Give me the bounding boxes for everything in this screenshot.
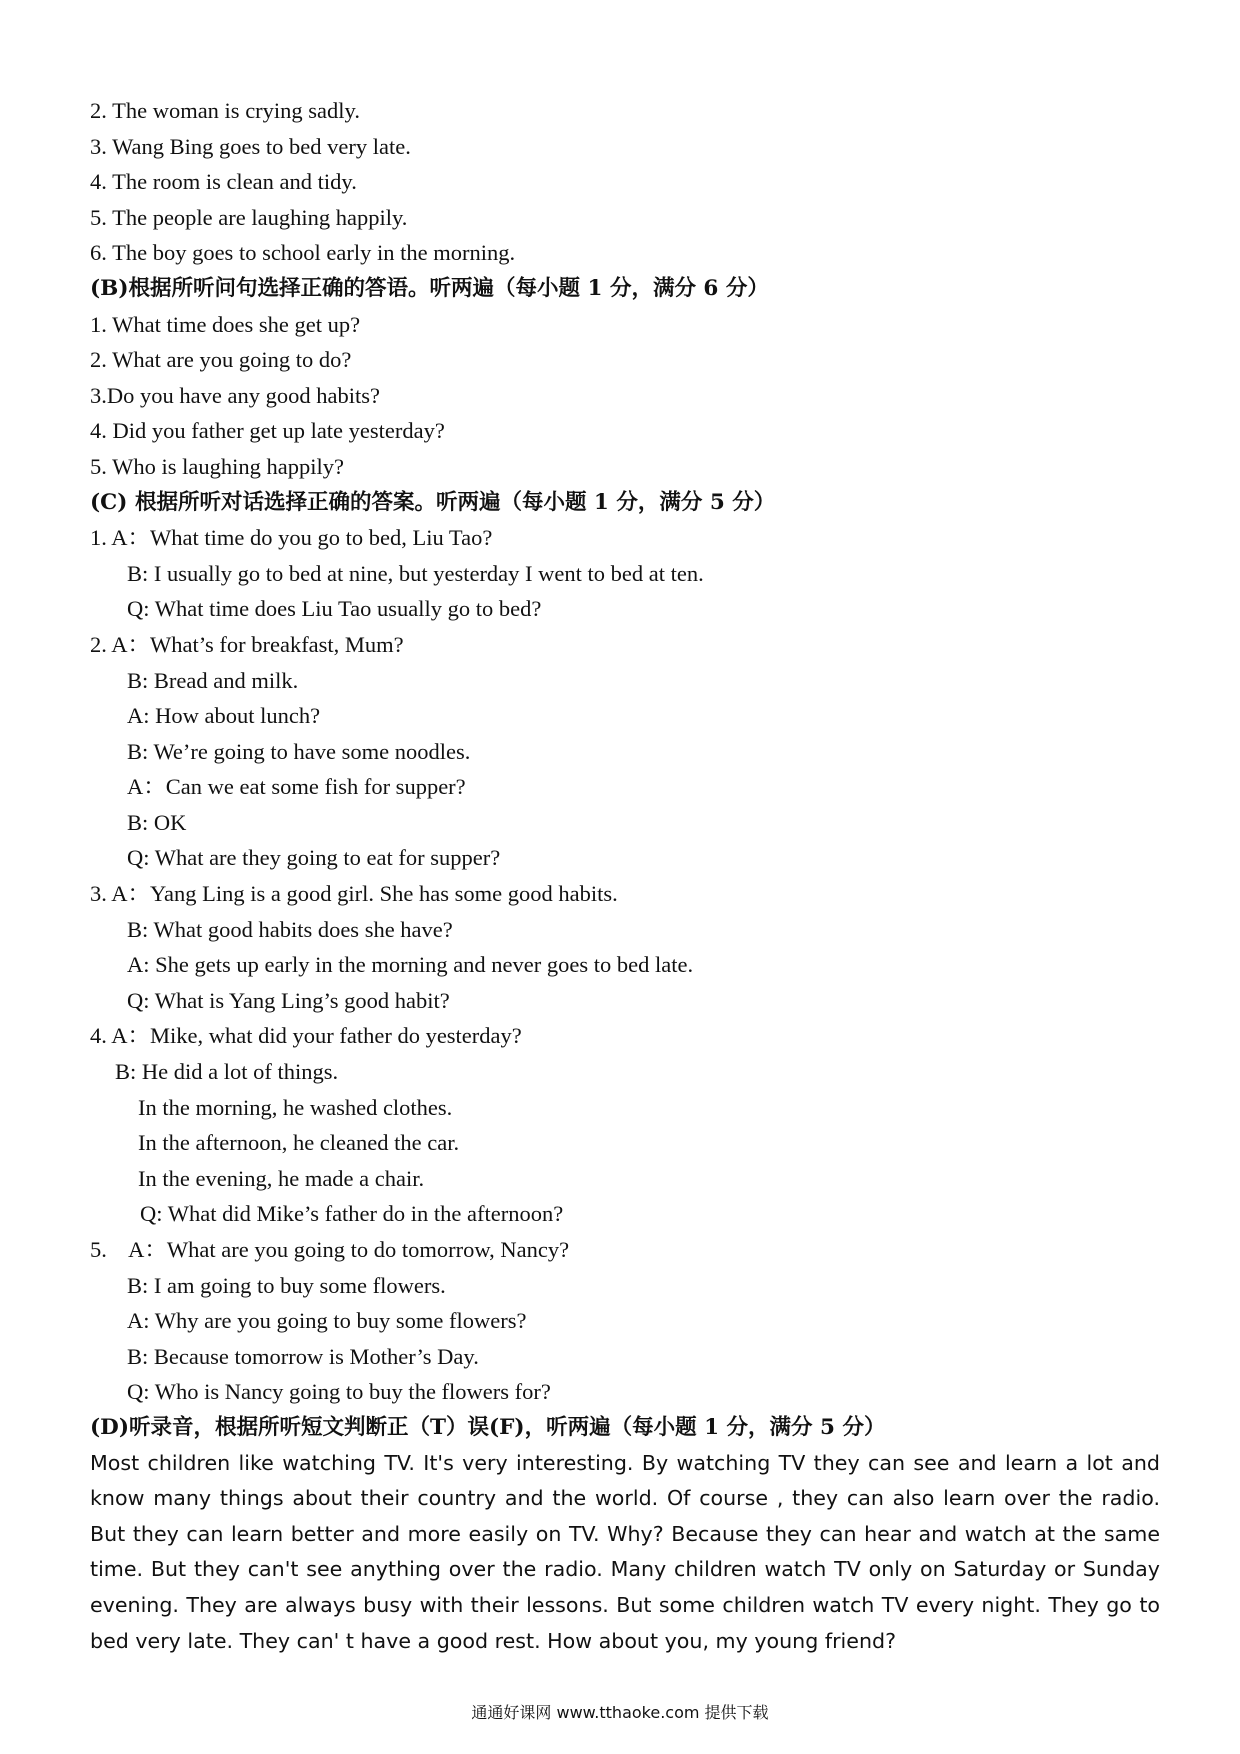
dialogue-question: Q: What did Mike’s father do in the afternoon? (140, 1201, 564, 1227)
dialogue-line: In the evening, he made a chair. (138, 1165, 425, 1191)
dialogue-line: A: How about lunch? (127, 703, 321, 729)
dialogue-line: B: We’re going to have some noodles. (127, 738, 471, 764)
listening-passage: Most children like watching TV. It's very interesting. By watching TV they can see and learn a lot and know many things about their country and the world. Of course , they can also learn over the radio. But they can learn better and more easily on TV. Why? Because they can hear and watch at the same time. But they can't see anything over the radio. Many children watch TV only on Saturday or Sunday evening. They are always busy with their lessons. But some children watch TV every night. They go to bed very late. They can' t have a good rest. How about you, my young friend? (90, 1450, 1160, 1653)
section-a-item: 6. The boy goes to school early in the morning. (90, 240, 516, 266)
section-a-item: 5. The people are laughing happily. (90, 204, 408, 230)
section-b-heading: (B)根据所听问句选择正确的答语。听两遍（每小题 1 分，满分 6 分） (90, 275, 769, 301)
dialogue-question: Q: Who is Nancy going to buy the flowers for? (127, 1379, 551, 1405)
dialogue-line: A：Can we eat some fish for supper? (127, 774, 466, 800)
dialogue-question: Q: What time does Liu Tao usually go to bed? (127, 596, 542, 622)
section-c-heading: (C) 根据所听对话选择正确的答案。听两遍（每小题 1 分，满分 5 分） (90, 489, 776, 515)
footer-watermark: 通通好课网 www.tthaoke.com 提供下载 (471, 1703, 769, 1722)
document-page (90, 93, 1160, 1659)
dialogue-line: 5. A：What are you going to do tomorrow, Nancy? (90, 1237, 570, 1262)
dialogue-line: A: Why are you going to buy some flowers? (127, 1308, 527, 1334)
dialogue-line: B: What good habits does she have? (127, 916, 453, 942)
dialogue-line: B: He did a lot of things. (115, 1059, 339, 1085)
section-d-heading: (D)听录音，根据所听短文判断正（T）误(F)，听两遍（每小题 1 分，满分 5 分） (90, 1414, 886, 1440)
section-b-item: 2. What are you going to do? (90, 347, 352, 373)
dialogue-line: B: I am going to buy some flowers. (127, 1272, 446, 1298)
dialogue-line: B: Bread and milk. (127, 667, 299, 693)
dialogue-question: Q: What are they going to eat for supper? (127, 845, 501, 871)
section-a-item: 4. The room is clean and tidy. (90, 169, 357, 195)
section-b-item: 1. What time does she get up? (90, 311, 361, 337)
section-a-item: 2. The woman is crying sadly. (90, 98, 360, 123)
dialogue-line: In the afternoon, he cleaned the car. (138, 1130, 460, 1156)
dialogue-line: 2. A：What’s for breakfast, Mum? (90, 631, 404, 657)
dialogue-question: Q: What is Yang Ling’s good habit? (127, 987, 450, 1013)
dialogue-line: B: Because tomorrow is Mother’s Day. (127, 1343, 479, 1369)
dialogue-line: B: I usually go to bed at nine, but yesterday I went to bed at ten. (127, 560, 704, 586)
section-b-item: 5. Who is laughing happily? (90, 453, 344, 479)
dialogue-line: A: She gets up early in the morning and never goes to bed late. (127, 952, 694, 978)
dialogue-line: 3. A：Yang Ling is a good girl. She has some good habits. (90, 881, 618, 907)
section-a-item: 3. Wang Bing goes to bed very late. (90, 133, 411, 159)
section-b-item: 4. Did you father get up late yesterday? (90, 418, 445, 444)
dialogue-line: 4. A：Mike, what did your father do yesterday? (90, 1023, 522, 1049)
section-b-item: 3.Do you have any good habits? (90, 382, 380, 408)
dialogue-line: B: OK (127, 809, 187, 835)
dialogue-line: In the morning, he washed clothes. (138, 1094, 453, 1120)
dialogue-line: 1. A：What time do you go to bed, Liu Tao? (90, 525, 493, 551)
